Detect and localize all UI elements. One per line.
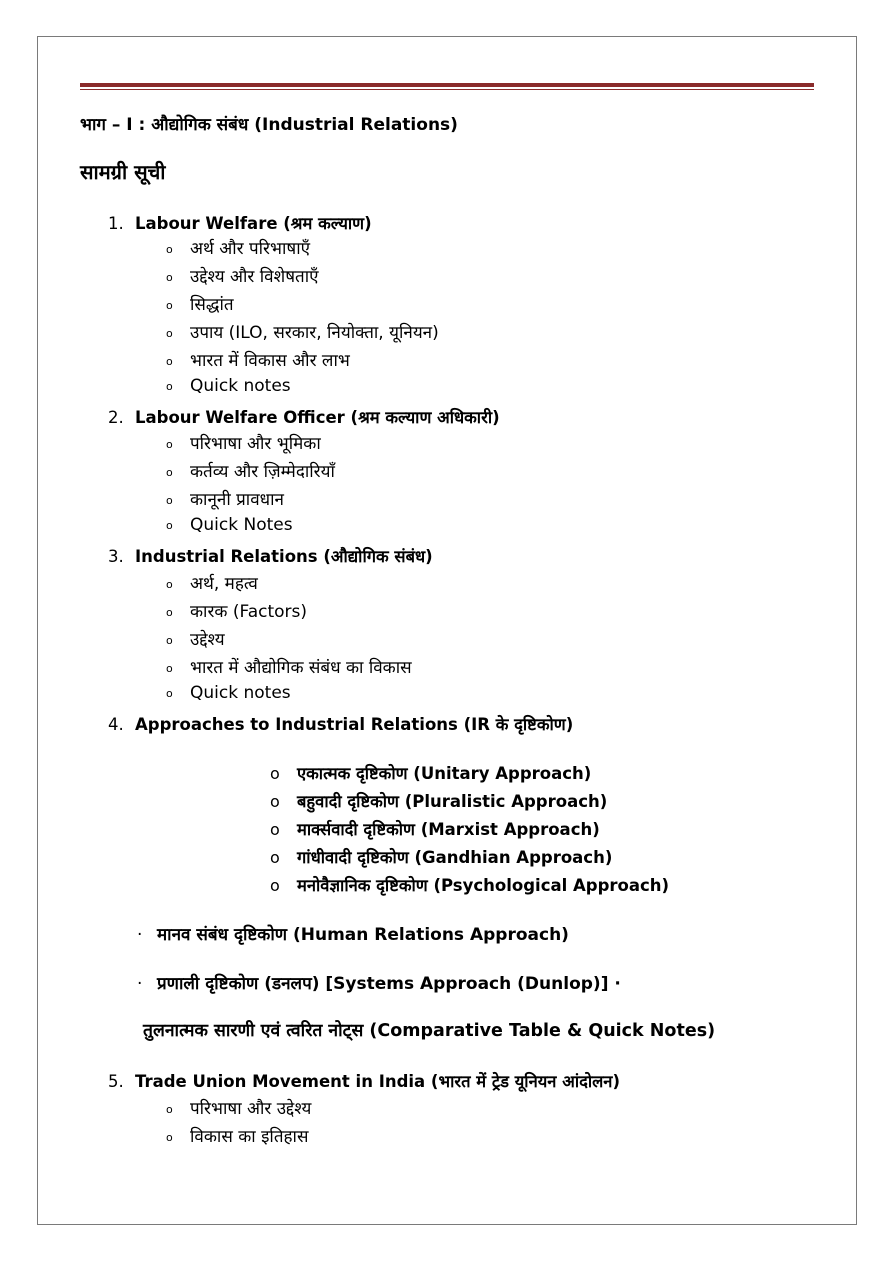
- approach-item: o मार्क्सवादी दृष्टिकोण (Marxist Approach): [270, 820, 600, 839]
- bullet-icon: o: [270, 876, 280, 895]
- bullet-icon: o: [270, 848, 280, 867]
- list-item: o Quick notes: [166, 376, 291, 396]
- section-number: 4.: [108, 715, 124, 734]
- list-item: o परिभाषा और भूमिका: [166, 434, 321, 454]
- list-item: o भारत में विकास और लाभ: [166, 351, 350, 371]
- section-number: 5.: [108, 1072, 124, 1091]
- bullet-icon: o: [166, 687, 173, 700]
- section-number: 3.: [108, 547, 124, 566]
- bullet-icon: o: [166, 662, 173, 675]
- header-rule-thin: [80, 89, 814, 90]
- bullet-dot-icon: ·: [137, 925, 143, 945]
- approach-item: o गांधीवादी दृष्टिकोण (Gandhian Approach): [270, 848, 613, 867]
- section-title: Approaches to Industrial Relations (IR के दृष्टिकोण): [135, 715, 574, 734]
- list-item: o भारत में औद्योगिक संबंध का विकास: [166, 658, 412, 678]
- bullet-icon: o: [166, 355, 173, 368]
- comparative-table-heading: तुलनात्मक सारणी एवं त्वरित नोट्स (Comparative Table & Quick Notes): [143, 1021, 716, 1041]
- section-number: 1.: [108, 214, 124, 233]
- bullet-dot-icon: ·: [137, 974, 143, 994]
- section-3-heading: [108, 544, 433, 567]
- section-4-heading: [108, 712, 573, 735]
- header-rule: [80, 83, 814, 87]
- bullet-icon: o: [166, 519, 173, 532]
- bullet-icon: o: [166, 466, 173, 479]
- section-title: Labour Welfare Officer (श्रम कल्याण अधिकारी): [135, 408, 500, 427]
- approach-item: o एकात्मक दृष्टिकोण (Unitary Approach): [270, 764, 592, 783]
- section-5-heading: [108, 1069, 620, 1092]
- list-item: o सिद्धांत: [166, 295, 234, 315]
- list-item: o कारक (Factors): [166, 602, 308, 622]
- bullet-icon: o: [270, 792, 280, 811]
- approach-extra-item: · प्रणाली दृष्टिकोण (डनलप) [Systems Approach (Dunlop)] ·: [137, 974, 621, 994]
- list-item: o अर्थ और परिभाषाएँ: [166, 239, 310, 259]
- section-number: 2.: [108, 408, 124, 427]
- list-item: o परिभाषा और उद्देश्य: [166, 1099, 312, 1119]
- approach-item: o बहुवादी दृष्टिकोण (Pluralistic Approach): [270, 792, 608, 811]
- bullet-icon: o: [166, 578, 173, 591]
- list-item: o उद्देश्य और विशेषताएँ: [166, 267, 319, 287]
- list-item: o विकास का इतिहास: [166, 1127, 309, 1147]
- list-item: o उपाय (ILO, सरकार, नियोक्ता, यूनियन): [166, 323, 439, 343]
- approach-item: o मनोवैज्ञानिक दृष्टिकोण (Psychological Approach): [270, 876, 670, 895]
- bullet-icon: o: [166, 327, 173, 340]
- bullet-icon: o: [166, 1103, 173, 1116]
- section-title: Industrial Relations (औद्योगिक संबंध): [135, 547, 433, 566]
- bullet-icon: o: [270, 820, 280, 839]
- bullet-icon: o: [166, 1131, 173, 1144]
- bullet-icon: o: [166, 380, 173, 393]
- section-title: Labour Welfare (श्रम कल्याण): [135, 214, 372, 233]
- list-item: o कर्तव्य और ज़िम्मेदारियाँ: [166, 462, 335, 482]
- list-item: o Quick Notes: [166, 515, 293, 535]
- bullet-icon: o: [166, 271, 173, 284]
- list-item: o उद्देश्य: [166, 630, 225, 650]
- section-title: Trade Union Movement in India (भारत में ट्रेड यूनियन आंदोलन): [135, 1072, 620, 1091]
- section-2-heading: [108, 405, 500, 428]
- bullet-icon: o: [166, 243, 173, 256]
- bullet-icon: o: [166, 494, 173, 507]
- list-item: o कानूनी प्रावधान: [166, 490, 284, 510]
- list-item: o अर्थ, महत्व: [166, 574, 258, 594]
- bullet-icon: o: [166, 606, 173, 619]
- bullet-icon: o: [166, 634, 173, 647]
- part-title: भाग – I : औद्योगिक संबंध (Industrial Relations): [80, 115, 458, 135]
- toc-title: सामग्री सूची: [80, 160, 166, 184]
- section-1-heading: [108, 211, 372, 234]
- bullet-icon: o: [270, 764, 280, 783]
- bullet-icon: o: [166, 438, 173, 451]
- bullet-icon: o: [166, 299, 173, 312]
- approach-extra-item: · मानव संबंध दृष्टिकोण (Human Relations Approach): [137, 925, 569, 945]
- list-item: o Quick notes: [166, 683, 291, 703]
